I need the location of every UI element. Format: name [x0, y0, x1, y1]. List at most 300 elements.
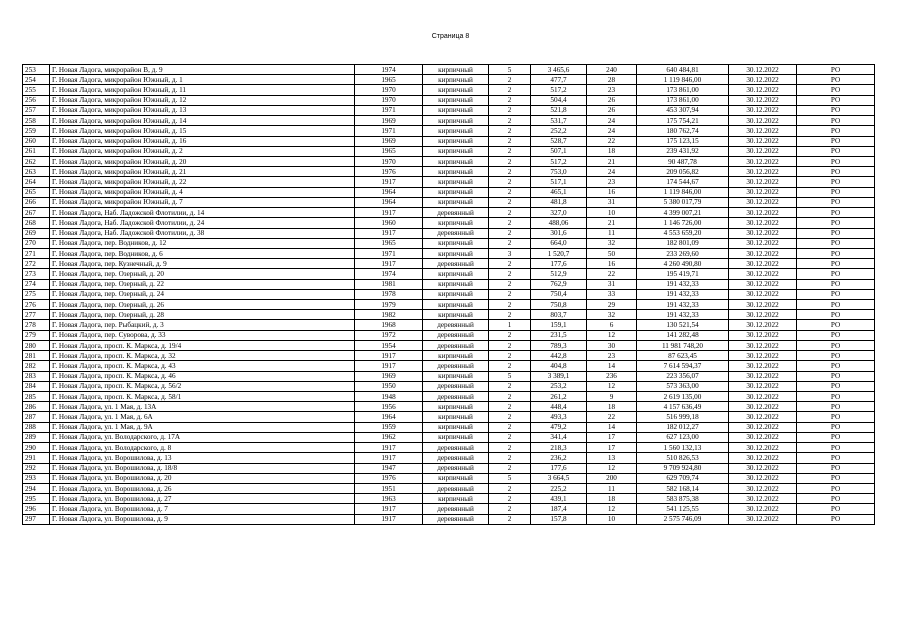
date-cell: 30.12.2022 — [729, 310, 797, 320]
wall-material-cell: кирпичный — [423, 218, 489, 228]
cost-cell: 9 709 924,80 — [637, 463, 729, 473]
wall-material-cell: деревянный — [423, 514, 489, 524]
year-cell: 1917 — [355, 361, 423, 371]
cost-cell: 4 553 659,20 — [637, 228, 729, 238]
table-row — [23, 85, 875, 95]
date-cell: 30.12.2022 — [729, 248, 797, 258]
row-number: 281 — [23, 351, 50, 361]
table-row — [23, 463, 875, 473]
floors-cell: 2 — [489, 187, 531, 197]
table-row — [23, 402, 875, 412]
program-cell: РО — [797, 279, 875, 289]
floors-cell: 2 — [489, 514, 531, 524]
year-cell: 1971 — [355, 248, 423, 258]
residents-cell: 31 — [587, 279, 637, 289]
address-cell: Г. Новая Ладога, микрорайон Южный, д. 14 — [50, 116, 355, 126]
residents-cell: 23 — [587, 177, 637, 187]
row-number: 253 — [23, 65, 50, 75]
wall-material-cell: кирпичный — [423, 269, 489, 279]
row-number: 297 — [23, 514, 50, 524]
date-cell: 30.12.2022 — [729, 381, 797, 391]
area-cell: 442,8 — [531, 351, 587, 361]
cost-cell: 239 431,92 — [637, 146, 729, 156]
residents-cell: 23 — [587, 85, 637, 95]
cost-cell: 182 801,09 — [637, 238, 729, 248]
area-cell: 341,4 — [531, 432, 587, 442]
address-cell: Г. Новая Ладога, просп. К. Маркса, д. 19/4 — [50, 340, 355, 350]
row-number: 271 — [23, 248, 50, 258]
row-number: 260 — [23, 136, 50, 146]
residents-cell: 12 — [587, 330, 637, 340]
row-number: 280 — [23, 340, 50, 350]
residents-cell: 26 — [587, 95, 637, 105]
cost-cell: 175 123,15 — [637, 136, 729, 146]
date-cell: 30.12.2022 — [729, 177, 797, 187]
floors-cell: 5 — [489, 371, 531, 381]
residents-cell: 14 — [587, 361, 637, 371]
wall-material-cell: кирпичный — [423, 422, 489, 432]
program-cell: РО — [797, 463, 875, 473]
address-cell: Г. Новая Ладога, ул. Володарского, д. 17А — [50, 432, 355, 442]
cost-cell: 191 432,33 — [637, 289, 729, 299]
row-number: 289 — [23, 432, 50, 442]
table-row — [23, 412, 875, 422]
wall-material-cell: кирпичный — [423, 300, 489, 310]
program-cell: РО — [797, 402, 875, 412]
floors-cell: 2 — [489, 340, 531, 350]
area-cell: 479,2 — [531, 422, 587, 432]
wall-material-cell: деревянный — [423, 228, 489, 238]
residents-cell: 32 — [587, 310, 637, 320]
wall-material-cell: кирпичный — [423, 85, 489, 95]
date-cell: 30.12.2022 — [729, 187, 797, 197]
floors-cell: 2 — [489, 105, 531, 115]
area-cell: 488,06 — [531, 218, 587, 228]
year-cell: 1979 — [355, 300, 423, 310]
address-cell: Г. Новая Ладога, микрорайон Южный, д. 13 — [50, 105, 355, 115]
area-cell: 3 389,1 — [531, 371, 587, 381]
program-cell: РО — [797, 340, 875, 350]
program-cell: РО — [797, 248, 875, 258]
table-row — [23, 381, 875, 391]
program-cell: РО — [797, 443, 875, 453]
table-row — [23, 494, 875, 504]
cost-cell: 2 575 746,09 — [637, 514, 729, 524]
row-number: 255 — [23, 85, 50, 95]
area-cell: 493,3 — [531, 412, 587, 422]
area-cell: 803,7 — [531, 310, 587, 320]
program-cell: РО — [797, 504, 875, 514]
residents-cell: 10 — [587, 514, 637, 524]
area-cell: 439,1 — [531, 494, 587, 504]
row-number: 254 — [23, 75, 50, 85]
cost-cell: 209 056,82 — [637, 167, 729, 177]
row-number: 257 — [23, 105, 50, 115]
address-cell: Г. Новая Ладога, Наб. Ладожской Флотилии, д. 24 — [50, 218, 355, 228]
floors-cell: 2 — [489, 218, 531, 228]
floors-cell: 2 — [489, 85, 531, 95]
row-number: 263 — [23, 167, 50, 177]
residents-cell: 18 — [587, 494, 637, 504]
address-cell: Г. Новая Ладога, пер. Озерный, д. 28 — [50, 310, 355, 320]
floors-cell: 2 — [489, 146, 531, 156]
address-cell: Г. Новая Ладога, микрорайон Южный, д. 21 — [50, 167, 355, 177]
year-cell: 1969 — [355, 371, 423, 381]
date-cell: 30.12.2022 — [729, 208, 797, 218]
program-cell: РО — [797, 75, 875, 85]
year-cell: 1976 — [355, 167, 423, 177]
row-number: 265 — [23, 187, 50, 197]
residents-cell: 12 — [587, 504, 637, 514]
area-cell: 1 520,7 — [531, 248, 587, 258]
wall-material-cell: кирпичный — [423, 136, 489, 146]
cost-cell: 582 168,14 — [637, 483, 729, 493]
table-row — [23, 504, 875, 514]
program-cell: РО — [797, 65, 875, 75]
wall-material-cell: кирпичный — [423, 289, 489, 299]
date-cell: 30.12.2022 — [729, 432, 797, 442]
residents-cell: 24 — [587, 126, 637, 136]
table-row — [23, 483, 875, 493]
wall-material-cell: кирпичный — [423, 177, 489, 187]
program-cell: РО — [797, 208, 875, 218]
wall-material-cell: деревянный — [423, 463, 489, 473]
wall-material-cell: кирпичный — [423, 473, 489, 483]
wall-material-cell: кирпичный — [423, 432, 489, 442]
program-cell: РО — [797, 156, 875, 166]
year-cell: 1954 — [355, 340, 423, 350]
program-cell: РО — [797, 146, 875, 156]
residents-cell: 26 — [587, 105, 637, 115]
wall-material-cell: кирпичный — [423, 248, 489, 258]
program-cell: РО — [797, 126, 875, 136]
row-number: 275 — [23, 289, 50, 299]
area-cell: 753,0 — [531, 167, 587, 177]
year-cell: 1956 — [355, 402, 423, 412]
table-row — [23, 453, 875, 463]
program-cell: РО — [797, 187, 875, 197]
table-row — [23, 116, 875, 126]
date-cell: 30.12.2022 — [729, 340, 797, 350]
residents-cell: 29 — [587, 300, 637, 310]
cost-cell: 11 981 748,20 — [637, 340, 729, 350]
program-cell: РО — [797, 412, 875, 422]
cost-cell: 1 119 846,00 — [637, 75, 729, 85]
address-cell: Г. Новая Ладога, пер. Рыбацкий, д. 3 — [50, 320, 355, 330]
address-cell: Г. Новая Ладога, просп. К. Маркса, д. 46 — [50, 371, 355, 381]
table-row — [23, 208, 875, 218]
program-cell: РО — [797, 432, 875, 442]
row-number: 294 — [23, 483, 50, 493]
cost-cell: 583 875,38 — [637, 494, 729, 504]
year-cell: 1917 — [355, 208, 423, 218]
residents-cell: 200 — [587, 473, 637, 483]
area-cell: 3 664,5 — [531, 473, 587, 483]
date-cell: 30.12.2022 — [729, 330, 797, 340]
date-cell: 30.12.2022 — [729, 412, 797, 422]
program-cell: РО — [797, 330, 875, 340]
cost-cell: 1 146 726,00 — [637, 218, 729, 228]
cost-cell: 182 012,27 — [637, 422, 729, 432]
program-cell: РО — [797, 167, 875, 177]
residents-cell: 13 — [587, 453, 637, 463]
program-cell: РО — [797, 483, 875, 493]
row-number: 282 — [23, 361, 50, 371]
row-number: 291 — [23, 453, 50, 463]
table-row — [23, 289, 875, 299]
year-cell: 1968 — [355, 320, 423, 330]
residents-cell: 9 — [587, 392, 637, 402]
year-cell: 1981 — [355, 279, 423, 289]
date-cell: 30.12.2022 — [729, 361, 797, 371]
program-cell: РО — [797, 197, 875, 207]
year-cell: 1947 — [355, 463, 423, 473]
program-cell: РО — [797, 85, 875, 95]
program-cell: РО — [797, 116, 875, 126]
row-number: 268 — [23, 218, 50, 228]
wall-material-cell: кирпичный — [423, 146, 489, 156]
residents-cell: 33 — [587, 289, 637, 299]
residents-cell: 30 — [587, 340, 637, 350]
wall-material-cell: деревянный — [423, 320, 489, 330]
date-cell: 30.12.2022 — [729, 504, 797, 514]
program-cell: РО — [797, 371, 875, 381]
table-row — [23, 177, 875, 187]
floors-cell: 2 — [489, 310, 531, 320]
wall-material-cell: кирпичный — [423, 412, 489, 422]
program-cell: РО — [797, 300, 875, 310]
page-title: Страница 8 — [431, 33, 470, 40]
table-row — [23, 310, 875, 320]
floors-cell: 2 — [489, 238, 531, 248]
table-row — [23, 218, 875, 228]
row-number: 259 — [23, 126, 50, 136]
table-row — [23, 351, 875, 361]
row-number: 266 — [23, 197, 50, 207]
date-cell: 30.12.2022 — [729, 279, 797, 289]
program-cell: РО — [797, 289, 875, 299]
address-cell: Г. Новая Ладога, Наб. Ладожской Флотилии, д. 14 — [50, 208, 355, 218]
date-cell: 30.12.2022 — [729, 218, 797, 228]
cost-cell: 90 487,78 — [637, 156, 729, 166]
floors-cell: 2 — [489, 136, 531, 146]
date-cell: 30.12.2022 — [729, 136, 797, 146]
row-number: 273 — [23, 269, 50, 279]
row-number: 288 — [23, 422, 50, 432]
cost-cell: 453 307,94 — [637, 105, 729, 115]
address-cell: Г. Новая Ладога, пер. Водников, д. 6 — [50, 248, 355, 258]
floors-cell: 2 — [489, 412, 531, 422]
residents-cell: 22 — [587, 136, 637, 146]
wall-material-cell: деревянный — [423, 483, 489, 493]
program-cell: РО — [797, 218, 875, 228]
date-cell: 30.12.2022 — [729, 197, 797, 207]
wall-material-cell: деревянный — [423, 504, 489, 514]
year-cell: 1971 — [355, 105, 423, 115]
address-cell: Г. Новая Ладога, просп. К. Маркса, д. 56/2 — [50, 381, 355, 391]
address-cell: Г. Новая Ладога, ул. Ворошилова, д. 20 — [50, 473, 355, 483]
address-cell: Г. Новая Ладога, микрорайон Южный, д. 12 — [50, 95, 355, 105]
table-row — [23, 330, 875, 340]
floors-cell: 2 — [489, 289, 531, 299]
table-row — [23, 167, 875, 177]
program-cell: РО — [797, 269, 875, 279]
year-cell: 1917 — [355, 453, 423, 463]
date-cell: 30.12.2022 — [729, 351, 797, 361]
floors-cell: 2 — [489, 453, 531, 463]
residents-cell: 24 — [587, 116, 637, 126]
floors-cell: 2 — [489, 197, 531, 207]
date-cell: 30.12.2022 — [729, 259, 797, 269]
year-cell: 1950 — [355, 381, 423, 391]
address-cell: Г. Новая Ладога, просп. К. Маркса, д. 32 — [50, 351, 355, 361]
cost-cell: 516 999,18 — [637, 412, 729, 422]
floors-cell: 2 — [489, 392, 531, 402]
residents-cell: 24 — [587, 167, 637, 177]
program-cell: РО — [797, 381, 875, 391]
residents-cell: 21 — [587, 218, 637, 228]
area-cell: 512,9 — [531, 269, 587, 279]
housing-registry-table — [22, 64, 875, 525]
residents-cell: 23 — [587, 351, 637, 361]
residents-cell: 16 — [587, 259, 637, 269]
area-cell: 507,1 — [531, 146, 587, 156]
cost-cell: 573 363,00 — [637, 381, 729, 391]
floors-cell: 2 — [489, 432, 531, 442]
table-row — [23, 197, 875, 207]
year-cell: 1917 — [355, 443, 423, 453]
wall-material-cell: кирпичный — [423, 187, 489, 197]
cost-cell: 175 754,21 — [637, 116, 729, 126]
cost-cell: 4 260 490,80 — [637, 259, 729, 269]
cost-cell: 629 709,74 — [637, 473, 729, 483]
year-cell: 1917 — [355, 259, 423, 269]
address-cell: Г. Новая Ладога, микрорайон Южный, д. 15 — [50, 126, 355, 136]
floors-cell: 2 — [489, 156, 531, 166]
year-cell: 1965 — [355, 146, 423, 156]
date-cell: 30.12.2022 — [729, 463, 797, 473]
program-cell: РО — [797, 228, 875, 238]
area-cell: 517,2 — [531, 85, 587, 95]
residents-cell: 12 — [587, 463, 637, 473]
year-cell: 1964 — [355, 187, 423, 197]
address-cell: Г. Новая Ладога, микрорайон Южный, д. 1 — [50, 75, 355, 85]
date-cell: 30.12.2022 — [729, 105, 797, 115]
residents-cell: 6 — [587, 320, 637, 330]
wall-material-cell: деревянный — [423, 381, 489, 391]
cost-cell: 541 125,55 — [637, 504, 729, 514]
address-cell: Г. Новая Ладога, ул. Ворошилова, д. 13 — [50, 453, 355, 463]
address-cell: Г. Новая Ладога, пер. Водников, д. 12 — [50, 238, 355, 248]
program-cell: РО — [797, 238, 875, 248]
residents-cell: 50 — [587, 248, 637, 258]
date-cell: 30.12.2022 — [729, 443, 797, 453]
year-cell: 1964 — [355, 412, 423, 422]
row-number: 293 — [23, 473, 50, 483]
address-cell: Г. Новая Ладога, микрорайон Южный, д. 20 — [50, 156, 355, 166]
table-row — [23, 361, 875, 371]
floors-cell: 2 — [489, 279, 531, 289]
table-row — [23, 65, 875, 75]
row-number: 295 — [23, 494, 50, 504]
date-cell: 30.12.2022 — [729, 473, 797, 483]
row-number: 283 — [23, 371, 50, 381]
area-cell: 504,4 — [531, 95, 587, 105]
program-cell: РО — [797, 422, 875, 432]
date-cell: 30.12.2022 — [729, 167, 797, 177]
row-number: 284 — [23, 381, 50, 391]
cost-cell: 195 419,71 — [637, 269, 729, 279]
table-row — [23, 340, 875, 350]
year-cell: 1963 — [355, 494, 423, 504]
year-cell: 1970 — [355, 85, 423, 95]
cost-cell: 233 269,60 — [637, 248, 729, 258]
wall-material-cell: деревянный — [423, 259, 489, 269]
area-cell: 528,7 — [531, 136, 587, 146]
residents-cell: 11 — [587, 228, 637, 238]
floors-cell: 5 — [489, 473, 531, 483]
program-cell: РО — [797, 351, 875, 361]
floors-cell: 2 — [489, 494, 531, 504]
address-cell: Г. Новая Ладога, ул. Ворошилова, д. 27 — [50, 494, 355, 504]
residents-cell: 10 — [587, 208, 637, 218]
floors-cell: 2 — [489, 126, 531, 136]
date-cell: 30.12.2022 — [729, 116, 797, 126]
wall-material-cell: кирпичный — [423, 494, 489, 504]
residents-cell: 240 — [587, 65, 637, 75]
year-cell: 1970 — [355, 156, 423, 166]
cost-cell: 4 157 636,49 — [637, 402, 729, 412]
area-cell: 236,2 — [531, 453, 587, 463]
date-cell: 30.12.2022 — [729, 422, 797, 432]
year-cell: 1972 — [355, 330, 423, 340]
cost-cell: 2 619 135,00 — [637, 392, 729, 402]
floors-cell: 2 — [489, 381, 531, 391]
floors-cell: 3 — [489, 248, 531, 258]
year-cell: 1976 — [355, 473, 423, 483]
area-cell: 448,4 — [531, 402, 587, 412]
table-row — [23, 187, 875, 197]
row-number: 256 — [23, 95, 50, 105]
year-cell: 1982 — [355, 310, 423, 320]
address-cell: Г. Новая Ладога, микрорайон Южный, д. 7 — [50, 197, 355, 207]
area-cell: 750,4 — [531, 289, 587, 299]
table-row — [23, 146, 875, 156]
residents-cell: 28 — [587, 75, 637, 85]
program-cell: РО — [797, 105, 875, 115]
area-cell: 481,8 — [531, 197, 587, 207]
date-cell: 30.12.2022 — [729, 156, 797, 166]
floors-cell: 5 — [489, 65, 531, 75]
row-number: 276 — [23, 300, 50, 310]
date-cell: 30.12.2022 — [729, 402, 797, 412]
date-cell: 30.12.2022 — [729, 126, 797, 136]
table-row — [23, 473, 875, 483]
wall-material-cell: кирпичный — [423, 238, 489, 248]
area-cell: 177,6 — [531, 463, 587, 473]
area-cell: 177,6 — [531, 259, 587, 269]
residents-cell: 22 — [587, 412, 637, 422]
wall-material-cell: кирпичный — [423, 105, 489, 115]
year-cell: 1969 — [355, 136, 423, 146]
year-cell: 1971 — [355, 126, 423, 136]
program-cell: РО — [797, 453, 875, 463]
table-row — [23, 259, 875, 269]
date-cell: 30.12.2022 — [729, 300, 797, 310]
area-cell: 261,2 — [531, 392, 587, 402]
row-number: 272 — [23, 259, 50, 269]
date-cell: 30.12.2022 — [729, 85, 797, 95]
